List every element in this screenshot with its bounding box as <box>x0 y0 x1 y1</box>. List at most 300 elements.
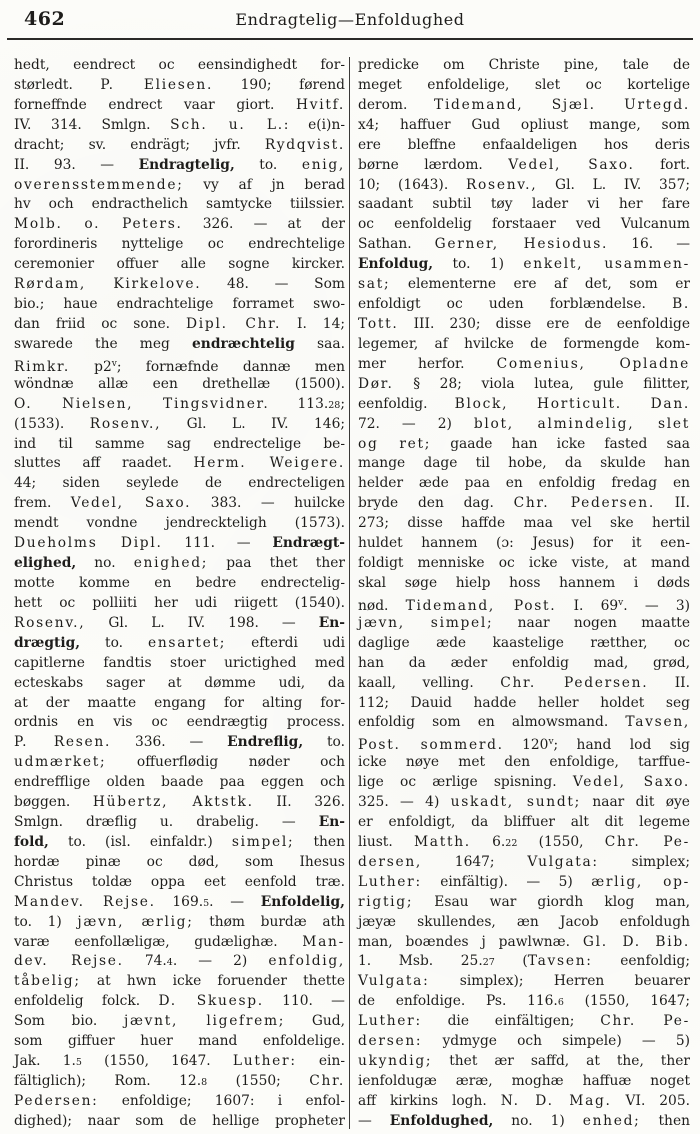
text-segment: offuerflødig nøder och <box>106 754 345 771</box>
text-line <box>358 255 690 275</box>
text-line <box>358 1032 690 1052</box>
text-segment: En- <box>318 614 345 631</box>
text-segment: Chr. Pedersen. <box>513 495 655 512</box>
text-segment: Sathan. <box>358 236 435 253</box>
text-segment: Mandev. Rejse. <box>14 893 156 910</box>
text-segment: han da æder enfoldig mad, grød, <box>358 654 690 671</box>
text-segment: ienfoldugæ æræ, moghæ haffuæ noget <box>358 1073 690 1090</box>
text-segment: naar dit øye <box>581 794 690 811</box>
text-segment: Tott. <box>358 315 399 332</box>
text-line <box>14 215 345 235</box>
text-segment: Luther: <box>358 873 422 890</box>
text-segment: (1550; <box>207 1073 310 1090</box>
text-segment: thet ær saffd, at the, ther <box>432 1053 690 1070</box>
text-segment: Herm. Weigere. <box>193 455 345 472</box>
text-line <box>14 913 345 933</box>
text-line <box>358 215 690 235</box>
text-segment: dev. Rejse. <box>14 953 124 970</box>
text-line <box>14 56 345 76</box>
text-line <box>358 972 690 992</box>
text-segment: (1550, <box>517 833 605 850</box>
text-line <box>358 674 690 694</box>
text-line <box>14 494 345 514</box>
text-segment: som giffuer huer mand enfoldelige. <box>14 1033 345 1050</box>
text-segment: lige oc ærlige spisning. <box>358 774 573 791</box>
text-segment: eenfoldig; <box>592 953 690 970</box>
text-line <box>14 594 345 614</box>
text-segment: Chr. Pe- <box>600 1013 691 1030</box>
text-segment: N. D. Mag. <box>500 1092 612 1109</box>
text-line <box>358 574 690 594</box>
column-divider <box>349 57 350 1129</box>
text-segment: enfoldige; 1607: i enfol- <box>98 1092 345 1109</box>
text-segment: mer herfor. <box>358 355 497 372</box>
text-segment: ukyndig; <box>358 1053 433 1070</box>
text-segment: udmærket; <box>14 754 107 771</box>
text-segment: sluttes aff raadet. <box>14 455 194 472</box>
text-line <box>14 235 345 255</box>
text-segment: enfoldigt oc uden forblændelse. <box>358 296 673 313</box>
text-segment: daglige æde kaastelige rætther, oc <box>358 634 690 651</box>
text-line <box>14 534 345 554</box>
text-segment: Som bio. <box>14 1013 124 1030</box>
text-segment: 5 <box>203 897 210 909</box>
text-line <box>358 694 690 714</box>
text-segment: børne lærdom. <box>358 156 509 173</box>
text-line <box>14 275 345 295</box>
text-segment: størledt. <box>14 76 101 93</box>
text-segment: 72. — 2) <box>358 415 474 432</box>
text-segment: uskadt, sundt; <box>450 794 581 811</box>
text-segment: § 28; viola lutea, gule filitter, <box>393 375 690 392</box>
text-segment: 8 <box>201 1077 208 1089</box>
text-line <box>14 435 345 455</box>
text-segment: 4 <box>166 957 173 969</box>
text-line <box>14 674 345 694</box>
text-segment: hordæ pinæ oc død, som Ihesus <box>14 853 345 870</box>
text-segment: fältiglich); Rom. 12. <box>14 1073 202 1090</box>
text-line <box>14 853 345 873</box>
text-segment: at hwn icke foruender thette <box>80 973 345 990</box>
text-segment: elighed, <box>14 555 77 572</box>
text-segment: at der maatte engang for alting for- <box>14 694 345 711</box>
text-line <box>358 514 690 534</box>
text-segment: predicke om Christe pine, tale de <box>358 57 690 73</box>
text-segment: Dipl. Chr. <box>186 315 282 332</box>
text-segment: jævn, ærlig; <box>77 913 194 930</box>
text-segment: Rosenv., <box>14 614 86 631</box>
text-segment: Chr. <box>309 1073 345 1090</box>
text-segment: Dueholms Dipl. <box>14 535 163 552</box>
text-segment: forordineris nyttelige oc endrechtelige <box>14 236 345 253</box>
text-segment: En- <box>318 814 345 831</box>
text-segment: to. 1) <box>14 913 78 930</box>
text-segment: eenfoldig. <box>358 395 455 412</box>
text-line <box>358 355 690 375</box>
text-segment: Endreflig, <box>227 734 304 751</box>
text-segment: v <box>548 737 554 748</box>
text-segment: forneffnde endrect vaar giort. <box>14 96 297 113</box>
text-segment: er enfoldigt, da bliffuer alt dit legeme <box>358 814 690 831</box>
text-segment: B. <box>672 296 690 313</box>
text-segment: (1550, 1647. <box>81 1053 233 1070</box>
text-segment: frem. <box>14 495 71 512</box>
text-line <box>14 335 345 355</box>
text-line <box>14 893 345 913</box>
text-segment: thøm burdæ ath <box>193 913 345 930</box>
text-line <box>358 116 690 136</box>
text-segment: enighed; <box>133 555 209 572</box>
text-line <box>358 594 690 614</box>
text-segment: Enfoldughed, <box>389 1112 494 1129</box>
text-segment: bio.; haue endrachtelige forramet swo- <box>14 296 345 313</box>
text-segment: 273; disse haffde maa vel ske hertil <box>358 515 690 532</box>
text-line <box>358 793 690 813</box>
text-segment: ein- <box>296 1053 345 1070</box>
text-segment: O. Nielsen, Tingsvidner. <box>14 395 270 412</box>
text-segment: to. (isl. einfaldr.) <box>48 833 232 850</box>
text-segment: aff kirkins logh. <box>358 1092 501 1109</box>
text-line <box>358 435 690 455</box>
text-segment: ind til samme sag endrectelige be- <box>14 435 345 452</box>
text-segment: enfoldig, <box>268 953 345 970</box>
text-segment: ensartet; <box>147 634 227 651</box>
text-segment: ærlig, op- <box>591 873 691 890</box>
text-line <box>358 713 690 733</box>
text-segment: 44; siden seylede de endrecteligen <box>14 475 345 492</box>
text-segment: legemer, af hvilcke de formengde kom- <box>358 335 690 352</box>
text-segment: : e(i)n- <box>283 116 345 133</box>
text-segment: saa. <box>294 335 345 352</box>
text-segment: P. Resen. <box>14 734 112 751</box>
text-segment: ecteskabs sager at dømme udi, da <box>14 674 345 691</box>
text-line <box>358 992 690 1012</box>
text-line <box>14 694 345 714</box>
text-line <box>14 1112 345 1132</box>
text-line <box>14 873 345 893</box>
text-line <box>358 1072 690 1092</box>
text-segment: wöndnæ allæ een drethellæ (1500). <box>14 375 345 392</box>
text-segment: Enfoldelig, <box>260 893 345 910</box>
text-segment: capitlerne fandtis stoer urictighed med <box>14 654 345 671</box>
text-segment: Gl. L. IV. 146; <box>161 415 345 432</box>
text-segment: 336. — <box>111 734 228 751</box>
text-segment: huldet hannem (ɔ: Jesus) for it een- <box>358 535 690 552</box>
text-segment: enkelt, usammen- <box>523 256 691 273</box>
text-line <box>14 1072 345 1092</box>
text-segment: enig, <box>301 156 346 173</box>
text-line <box>358 295 690 315</box>
text-line <box>14 156 345 176</box>
text-segment: oc eenfoldelig forstaaer ved Vulcanum <box>358 216 690 233</box>
header-rule <box>7 38 693 40</box>
text-segment: 16. — <box>608 236 690 253</box>
text-line <box>14 733 345 753</box>
text-segment: tåbelig; <box>14 973 81 990</box>
text-segment: II. 93. — <box>14 156 139 173</box>
text-segment: motte komme en bedre endrectelig- <box>14 574 345 591</box>
text-line <box>358 893 690 913</box>
text-segment: dan friid oc sone. <box>14 315 187 332</box>
text-line <box>14 713 345 733</box>
text-segment: overensstemmende; <box>14 176 184 193</box>
text-line <box>358 235 690 255</box>
text-segment: gaade han icke fasted saa <box>431 435 690 452</box>
text-segment: Tidemand, Sjæl. Urtegd. <box>434 96 690 113</box>
left-column <box>14 56 345 1132</box>
text-segment: Tavsen, <box>625 714 690 731</box>
text-segment: 1647; <box>422 853 528 870</box>
text-segment: 169. <box>155 893 204 910</box>
text-columns <box>0 56 700 1134</box>
text-segment: II. <box>654 495 691 512</box>
text-segment: Block, Horticult. Dan. <box>454 395 690 412</box>
text-line <box>358 156 690 176</box>
text-line <box>14 176 345 196</box>
text-segment: II. 326. <box>253 794 345 811</box>
text-line <box>14 96 345 116</box>
text-segment: die einfältigen; <box>421 1013 601 1030</box>
text-line <box>358 195 690 215</box>
text-segment: then <box>640 1112 690 1129</box>
text-segment: Matth. <box>413 833 471 850</box>
text-segment: . — 2) <box>172 953 269 970</box>
text-segment: IV. 314. Smlgn. <box>14 116 171 133</box>
text-segment: 28 <box>328 399 341 411</box>
text-line <box>14 195 345 215</box>
text-segment: mange dage til hobe, da skulde han <box>358 455 690 472</box>
text-segment: nød. <box>358 597 406 614</box>
text-segment: Gl. L. IV. 357; <box>537 176 690 193</box>
text-segment: Hübertz, Aktstk. <box>92 794 254 811</box>
text-segment: (1550, 1647; <box>563 993 690 1010</box>
page-number: 462 <box>24 8 66 30</box>
text-line <box>358 952 690 972</box>
text-segment: Hvitf. <box>296 96 345 113</box>
text-line <box>358 315 690 335</box>
text-segment: Comenius, Opladne <box>496 355 691 372</box>
text-segment: Rosenv., <box>465 176 538 193</box>
text-segment: einfältig). — 5) <box>421 873 592 890</box>
page-header <box>0 6 700 38</box>
text-segment: Vulgata: <box>358 973 430 990</box>
text-segment: ceremonier offuer alle sogne kircker. <box>14 256 345 273</box>
text-segment: then <box>294 833 345 850</box>
text-segment: liust. <box>358 833 414 850</box>
text-segment: D. Skuesp. <box>158 993 264 1010</box>
text-line <box>14 634 345 654</box>
text-segment: Rydqvist. <box>264 136 345 153</box>
text-segment: Dør. <box>358 375 394 392</box>
text-line <box>358 873 690 893</box>
text-line <box>14 1012 345 1032</box>
text-segment: ; <box>340 395 346 412</box>
text-line <box>358 1112 690 1132</box>
text-segment: to. <box>234 156 302 173</box>
text-line <box>358 136 690 156</box>
text-line <box>14 992 345 1012</box>
text-segment: fold, <box>14 833 49 850</box>
text-segment: efterdi udi <box>226 634 345 651</box>
text-line <box>14 753 345 773</box>
text-segment: no. 1) <box>493 1112 583 1129</box>
text-line <box>14 315 345 335</box>
text-segment: Christus toldæ oppa eet eenfold træ. <box>14 873 345 890</box>
text-segment: og ret; <box>358 435 432 452</box>
text-segment: Vulgata: <box>527 853 599 870</box>
text-segment: I. 14; <box>281 315 346 332</box>
text-segment: v <box>618 597 624 608</box>
text-segment: Luther: <box>358 1013 422 1030</box>
text-line <box>358 773 690 793</box>
text-line <box>358 275 690 295</box>
text-segment: simplex); Herren beuarer <box>429 973 690 990</box>
text-line <box>14 116 345 136</box>
text-segment: dersen: <box>358 1033 423 1050</box>
text-line <box>358 534 690 554</box>
text-segment: blot, almindelig, slet <box>473 415 690 432</box>
text-segment: Tidemand, Post. <box>405 597 557 614</box>
text-segment: p2 <box>69 358 112 375</box>
text-segment: icke nøye met den enfoldige, tarffue- <box>358 754 690 771</box>
text-line <box>14 76 345 96</box>
text-line <box>358 614 690 634</box>
text-segment: Man- <box>302 933 345 950</box>
text-segment: dighed); naar som de hellige propheter <box>14 1112 345 1129</box>
text-line <box>358 913 690 933</box>
text-segment: dersen, <box>358 853 423 870</box>
text-segment: Gl. L. IV. 198. — <box>85 614 319 631</box>
text-segment: jævnt, ligefrem; <box>123 1013 286 1030</box>
text-segment: Chr. Pe- <box>604 833 690 850</box>
text-segment: 111. — <box>162 535 273 552</box>
text-line <box>14 793 345 813</box>
text-line <box>358 833 690 853</box>
text-segment: hv och endracthelich samtycke tiilssier. <box>14 196 345 213</box>
text-line <box>14 474 345 494</box>
text-line <box>14 295 345 315</box>
text-segment: Endragtelig, <box>138 156 235 173</box>
text-segment: Rosenv., <box>89 415 162 432</box>
text-line <box>358 554 690 574</box>
text-line <box>358 96 690 116</box>
text-segment: 6. <box>470 833 506 850</box>
text-segment: derom. <box>358 96 435 113</box>
text-line <box>358 494 690 514</box>
text-segment: endrefflige olden baade paa eggen och <box>14 774 345 791</box>
text-segment: 190; førend <box>213 76 345 93</box>
text-segment: 326. — at der <box>182 216 345 233</box>
text-segment: naar nogen maatte <box>493 614 691 631</box>
text-segment: Sch. u. L. <box>170 116 284 133</box>
text-segment: helder æde paa en enfoldig fredag en <box>358 475 690 492</box>
text-segment: bryde den dag. <box>358 495 514 512</box>
text-segment: dracht; sv. endrägt; jvfr. <box>14 136 265 153</box>
text-line <box>14 813 345 833</box>
text-segment: 48. — Som <box>201 276 345 293</box>
text-segment: kaall, velling. <box>358 674 501 691</box>
text-segment: 6 <box>557 997 564 1009</box>
text-segment: jæyæ skullendes, æn Jacob enfoldugh <box>358 913 690 930</box>
right-column <box>358 56 690 1132</box>
text-line <box>358 474 690 494</box>
text-line <box>14 574 345 594</box>
text-segment: ydmyge och simpele) — 5) <box>422 1033 690 1050</box>
text-segment: 110. — <box>263 993 345 1010</box>
text-line <box>14 933 345 953</box>
text-segment: foldigt menniske oc icke viste, at mand <box>358 555 690 572</box>
text-segment: Vedel, Saxo. <box>508 156 635 173</box>
text-line <box>358 1012 690 1032</box>
text-segment: Pedersen: <box>14 1092 99 1109</box>
text-line <box>358 395 690 415</box>
text-segment: paa thet ther <box>208 555 345 572</box>
text-segment: to. 1) <box>433 256 524 273</box>
text-segment: Rørdam, Kirkelove. <box>14 276 202 293</box>
text-segment: ; fornæfnde dannæ men <box>116 358 345 375</box>
text-line <box>358 933 690 953</box>
text-segment: I. 69 <box>556 597 619 614</box>
text-line <box>358 733 690 753</box>
text-line <box>358 176 690 196</box>
text-line <box>14 514 345 534</box>
text-segment: ere bleffne enfaaldeligen hos deris <box>358 136 690 153</box>
text-segment: bøggen. <box>14 794 93 811</box>
text-segment: 120 <box>503 737 549 754</box>
text-line <box>14 415 345 435</box>
text-line <box>14 136 345 156</box>
text-line <box>14 773 345 793</box>
text-segment: elementerne ere af det, som er <box>390 276 690 293</box>
text-segment: 325. — 4) <box>358 794 451 811</box>
text-segment: enfoldelig folck. <box>14 993 159 1010</box>
text-line <box>14 355 345 375</box>
text-segment: meget enfoldelige, slet oc kortelige <box>358 76 690 93</box>
text-line <box>14 554 345 574</box>
text-segment: man, boændes j pawlwnæ. <box>358 933 583 950</box>
text-segment: to. <box>80 634 148 651</box>
text-line <box>14 952 345 972</box>
text-segment: drægtig, <box>14 634 81 651</box>
text-segment: 74. <box>123 953 167 970</box>
text-segment: Vedel, Saxo. <box>572 774 690 791</box>
text-line <box>358 335 690 355</box>
text-line <box>358 753 690 773</box>
text-segment: . — 3) <box>623 597 690 614</box>
text-segment: to. <box>303 734 345 751</box>
text-segment: simplex; <box>598 853 690 870</box>
text-line <box>358 454 690 474</box>
text-segment: v <box>111 358 117 369</box>
text-line <box>14 654 345 674</box>
text-segment: 383. — huilcke <box>191 495 345 512</box>
text-segment: II. <box>648 674 690 691</box>
text-segment: Smlgn. dræflig u. drabelig. — <box>14 814 319 831</box>
text-segment: Esau war giordh klog man, <box>413 893 690 910</box>
text-segment: Endrægt- <box>272 535 345 552</box>
text-line <box>358 853 690 873</box>
text-line <box>14 454 345 474</box>
text-segment: III. 230; disse ere de eenfoldige <box>398 315 690 332</box>
text-line <box>14 375 345 395</box>
text-segment: Gud, <box>285 1013 345 1030</box>
text-segment: simpel; <box>231 833 295 850</box>
text-segment: hedt, eendrect oc eensindighedt for- <box>14 57 345 73</box>
text-segment: Gerner, Hesiodus. <box>434 236 609 253</box>
text-line <box>358 56 690 76</box>
text-segment: (1533). <box>14 415 90 432</box>
text-line <box>14 614 345 634</box>
